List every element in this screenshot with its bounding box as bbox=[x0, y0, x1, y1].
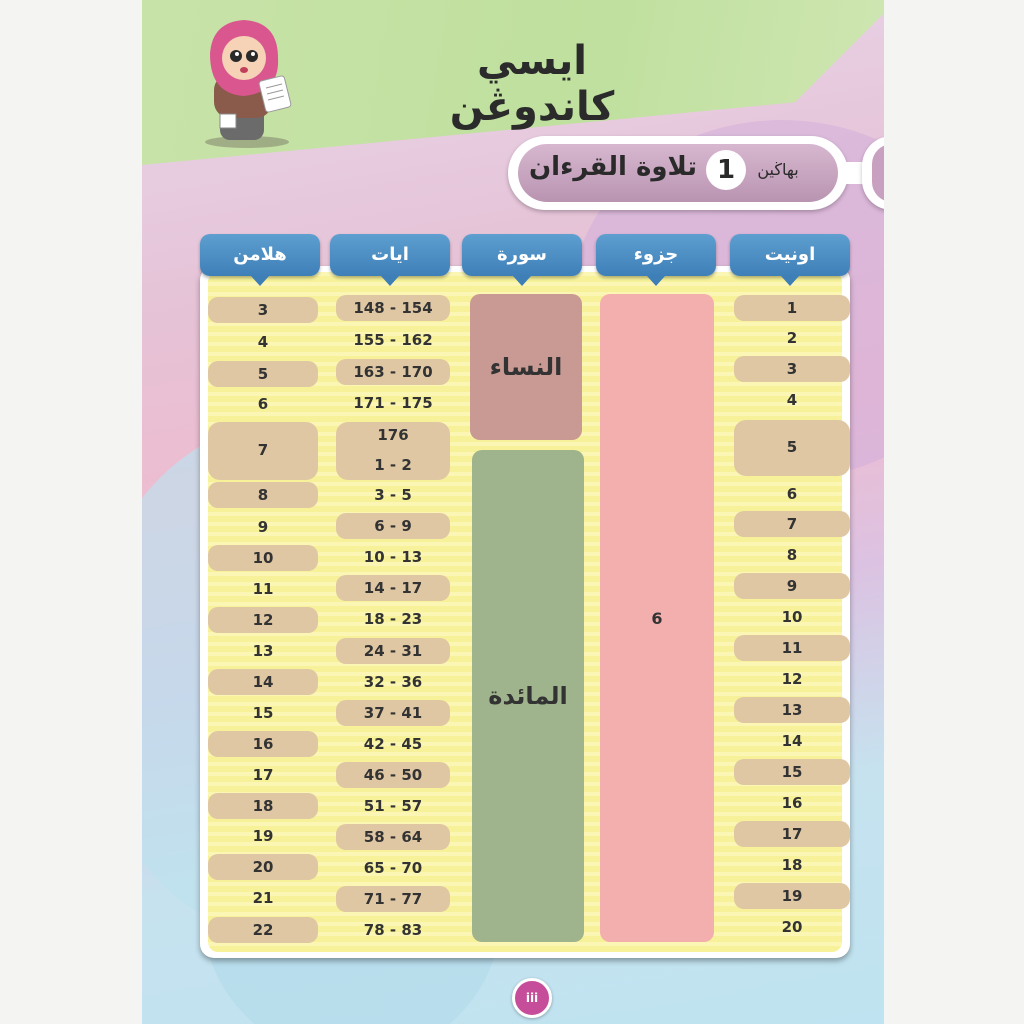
ayat-cell: 3 - 5 bbox=[374, 486, 412, 504]
surah-cell-an-nisa: النساء bbox=[470, 294, 582, 440]
unit-cell: 11 bbox=[734, 635, 850, 661]
page-cell: 21 bbox=[252, 889, 274, 907]
ayat-cell: 42 - 45 bbox=[363, 735, 423, 753]
page-cell: 18 bbox=[208, 793, 318, 819]
unit-cell: 14 bbox=[781, 732, 803, 750]
ayat-cell: 78 - 83 bbox=[363, 921, 423, 939]
page-cell: 6 bbox=[257, 395, 269, 413]
unit-cell: 17 bbox=[734, 821, 850, 847]
unit-cell: 18 bbox=[781, 856, 803, 874]
ayat-cell: 18 - 23 bbox=[363, 610, 423, 628]
unit-cell: 20 bbox=[781, 918, 803, 936]
ayat-cell: 51 - 57 bbox=[363, 797, 423, 815]
unit-cell: 7 bbox=[734, 511, 850, 537]
unit-cell: 3 bbox=[734, 356, 850, 382]
page-cell: 15 bbox=[252, 704, 274, 722]
unit-cell: 9 bbox=[734, 573, 850, 599]
ayat-cell: 24 - 31 bbox=[336, 638, 450, 664]
scan-margin-right bbox=[884, 0, 1024, 1024]
ayat-cell: 46 - 50 bbox=[336, 762, 450, 788]
unit-cell: 10 bbox=[781, 608, 803, 626]
unit-cell: 16 bbox=[781, 794, 803, 812]
page-cell: 22 bbox=[208, 917, 318, 943]
header-ayat: ايات bbox=[330, 234, 450, 276]
juz-cell: 6 bbox=[600, 294, 714, 942]
unit-cell: 13 bbox=[734, 697, 850, 723]
book-page bbox=[142, 0, 884, 1024]
section-pill bbox=[508, 136, 884, 214]
page-cell: 14 bbox=[208, 669, 318, 695]
page-cell: 12 bbox=[208, 607, 318, 633]
page-cell: 20 bbox=[208, 854, 318, 880]
unit-cell: 1 bbox=[734, 295, 850, 321]
ayat-cell: 6 - 9 bbox=[336, 513, 450, 539]
unit-cell: 5 bbox=[786, 438, 798, 456]
section-title: تلاوة القرءان bbox=[528, 152, 698, 182]
header-unit: اونيت bbox=[730, 234, 850, 276]
surah-cell-al-maidah: المائدة bbox=[472, 450, 584, 942]
page-title: ايسي کاندوڠن bbox=[449, 38, 615, 130]
page-cell: 16 bbox=[208, 731, 318, 757]
ayat-cell: 14 - 17 bbox=[336, 575, 450, 601]
page-cell: 19 bbox=[252, 827, 274, 845]
unit-cell: 6 bbox=[786, 485, 798, 503]
unit-cell: 8 bbox=[786, 546, 798, 564]
girl-mascot-illustration bbox=[192, 14, 302, 149]
ayat-cell: 32 - 36 bbox=[363, 673, 423, 691]
ayat-cell: 163 - 170 bbox=[336, 359, 450, 385]
ayat-cell: 1 - 2 bbox=[374, 456, 412, 474]
page-cell: 4 bbox=[257, 333, 269, 351]
ayat-cell: 171 - 175 bbox=[353, 394, 433, 412]
page-cell: 17 bbox=[252, 766, 274, 784]
header-page: هلامن bbox=[200, 234, 320, 276]
page-cell: 5 bbox=[208, 361, 318, 387]
unit-cell: 15 bbox=[734, 759, 850, 785]
page-cell: 7 bbox=[257, 441, 269, 459]
section-number: 1 bbox=[706, 150, 746, 190]
page-cell: 10 bbox=[208, 545, 318, 571]
unit-cell: 19 bbox=[734, 883, 850, 909]
page-cell: 8 bbox=[208, 482, 318, 508]
page-cell: 13 bbox=[252, 642, 274, 660]
ayat-cell: 71 - 77 bbox=[336, 886, 450, 912]
ayat-cell: 148 - 154 bbox=[336, 295, 450, 321]
unit-cell: 2 bbox=[786, 329, 798, 347]
header-juz: جزوء bbox=[596, 234, 716, 276]
page-cell: 3 bbox=[208, 297, 318, 323]
unit-cell: 4 bbox=[786, 391, 798, 409]
page-cell: 11 bbox=[252, 580, 274, 598]
ayat-cell: 10 - 13 bbox=[363, 548, 423, 566]
ayat-cell: 58 - 64 bbox=[336, 824, 450, 850]
header-surah: سورة bbox=[462, 234, 582, 276]
ayat-cell: 155 - 162 bbox=[353, 331, 433, 349]
unit-cell: 12 bbox=[781, 670, 803, 688]
ayat-cell: 176 bbox=[377, 426, 409, 444]
ayat-cell: 65 - 70 bbox=[363, 859, 423, 877]
section-label: بهاڬين bbox=[757, 160, 799, 179]
ayat-cell: 37 - 41 bbox=[336, 700, 450, 726]
page-cell: 9 bbox=[257, 518, 269, 536]
page-number-badge: iii bbox=[512, 978, 552, 1018]
scan-margin-left bbox=[0, 0, 142, 1024]
